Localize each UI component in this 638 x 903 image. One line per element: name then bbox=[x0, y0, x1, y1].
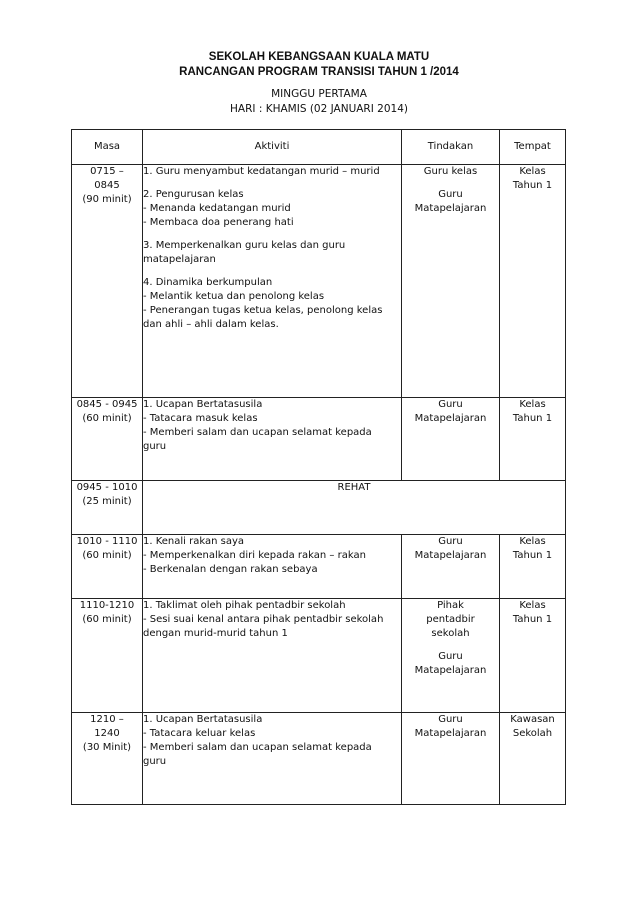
rehat-cell: REHAT bbox=[143, 481, 566, 535]
masa-text: (60 minit) bbox=[82, 413, 132, 424]
activity-block bbox=[143, 165, 401, 179]
masa-text: (25 minit) bbox=[82, 496, 132, 507]
tindakan-line: Matapelajaran bbox=[414, 413, 487, 424]
tempat-line: Tahun 1 bbox=[512, 413, 553, 424]
activity-line: 4. Dinamika berkumpulan bbox=[143, 277, 273, 288]
masa-text: 0715 – bbox=[90, 166, 124, 177]
tempat-line: Sekolah bbox=[512, 728, 553, 739]
activity-line: - Melantik ketua dan penolong kelas bbox=[143, 291, 325, 302]
tindakan-block bbox=[402, 713, 499, 741]
masa-text: (60 minit) bbox=[82, 614, 132, 625]
header-tindakan: Tindakan bbox=[402, 130, 500, 165]
activity-line: 3. Memperkenalkan guru kelas dan guru bbox=[143, 240, 346, 251]
masa-text: 1210 – bbox=[90, 714, 124, 725]
header-masa: Masa bbox=[72, 130, 143, 165]
activity-block bbox=[143, 599, 401, 641]
masa-cell bbox=[72, 599, 143, 713]
masa-text: (30 Minit) bbox=[82, 742, 132, 753]
masa-cell bbox=[72, 713, 143, 805]
masa-cell bbox=[72, 535, 143, 599]
aktiviti-cell bbox=[143, 165, 402, 398]
tempat-cell bbox=[500, 599, 566, 713]
tempat-cell bbox=[500, 713, 566, 805]
masa-text: 1110-1210 bbox=[79, 600, 135, 611]
activity-line: 1. Ucapan Bertatasusila bbox=[143, 714, 263, 725]
tempat-line: Kelas bbox=[519, 166, 546, 177]
header-aktiviti: Aktiviti bbox=[143, 130, 402, 165]
header-tempat: Tempat bbox=[500, 130, 566, 165]
table-row bbox=[72, 599, 566, 713]
tindakan-line: Guru bbox=[438, 651, 463, 662]
table-row bbox=[72, 535, 566, 599]
table-row bbox=[72, 398, 566, 481]
tempat-line: Kelas bbox=[519, 600, 546, 611]
tempat-line: Tahun 1 bbox=[512, 550, 553, 561]
tindakan-cell bbox=[402, 398, 500, 481]
tindakan-line: Matapelajaran bbox=[414, 203, 487, 214]
masa-cell bbox=[72, 398, 143, 481]
masa-text: (90 minit) bbox=[82, 194, 132, 205]
tindakan-line: Matapelajaran bbox=[414, 665, 487, 676]
activity-line: dan ahli – ahli dalam kelas. bbox=[143, 319, 279, 330]
tindakan-line: pentadbir bbox=[426, 614, 475, 625]
school-name: SEKOLAH KEBANGSAAN KUALA MATU bbox=[208, 51, 430, 63]
activity-line: 1. Guru menyambut kedatangan murid – murid bbox=[143, 166, 380, 177]
tindakan-block bbox=[402, 165, 499, 179]
week-label: MINGGU PERTAMA bbox=[271, 88, 367, 100]
tempat-line: Tahun 1 bbox=[512, 614, 553, 625]
masa-cell bbox=[72, 165, 143, 398]
masa-text: 1010 - 1110 bbox=[76, 536, 138, 547]
tindakan-cell bbox=[402, 713, 500, 805]
aktiviti-cell bbox=[143, 599, 402, 713]
tempat-cell bbox=[500, 535, 566, 599]
tindakan-cell bbox=[402, 535, 500, 599]
activity-line: - Memberi salam dan ucapan selamat kepada bbox=[143, 427, 372, 438]
activity-line: - Sesi suai kenal antara pihak pentadbir sekolah bbox=[143, 614, 384, 625]
tindakan-block bbox=[402, 398, 499, 426]
activity-line: dengan murid-murid tahun 1 bbox=[143, 628, 288, 639]
tindakan-line: Pihak bbox=[437, 600, 464, 611]
activity-line: matapelajaran bbox=[143, 254, 216, 265]
aktiviti-cell bbox=[143, 398, 402, 481]
day-label: HARI : KHAMIS (02 JANUARI 2014) bbox=[230, 103, 408, 115]
activity-block bbox=[143, 398, 401, 454]
program-title: RANCANGAN PROGRAM TRANSISI TAHUN 1 /2014 bbox=[179, 66, 459, 78]
activity-line: - Memperkenalkan diri kepada rakan – rakan bbox=[143, 550, 366, 561]
masa-text: 0945 - 1010 bbox=[76, 482, 138, 493]
activity-line: - Menanda kedatangan murid bbox=[143, 203, 291, 214]
tindakan-line: Guru kelas bbox=[423, 166, 478, 177]
aktiviti-cell bbox=[143, 713, 402, 805]
table-row bbox=[72, 713, 566, 805]
activity-line: 2. Pengurusan kelas bbox=[143, 189, 244, 200]
tindakan-line: Matapelajaran bbox=[414, 550, 487, 561]
masa-text: (60 minit) bbox=[82, 550, 132, 561]
masa-text: 1240 bbox=[94, 728, 120, 739]
tempat-line: Kelas bbox=[519, 399, 546, 410]
activity-block bbox=[143, 713, 401, 769]
activity-line: guru bbox=[143, 441, 167, 452]
table-row bbox=[72, 481, 566, 535]
activity-block bbox=[143, 276, 401, 332]
schedule-table bbox=[71, 129, 566, 805]
masa-text: 0845 - 0945 bbox=[76, 399, 138, 410]
activity-line: - Membaca doa penerang hati bbox=[143, 217, 294, 228]
tindakan-cell bbox=[402, 165, 500, 398]
activity-line: - Memberi salam dan ucapan selamat kepada bbox=[143, 742, 372, 753]
table-row bbox=[72, 165, 566, 398]
tindakan-block bbox=[402, 650, 499, 678]
tempat-cell bbox=[500, 398, 566, 481]
aktiviti-cell bbox=[143, 535, 402, 599]
activity-line: - Berkenalan dengan rakan sebaya bbox=[143, 564, 318, 575]
tindakan-line: Matapelajaran bbox=[414, 728, 487, 739]
activity-line: 1. Kenali rakan saya bbox=[143, 536, 245, 547]
tindakan-block bbox=[402, 599, 499, 641]
activity-block bbox=[143, 239, 401, 267]
tempat-line: Kawasan bbox=[510, 714, 555, 725]
activity-block bbox=[143, 188, 401, 230]
tindakan-line: Guru bbox=[438, 189, 463, 200]
activity-line: - Penerangan tugas ketua kelas, penolong kelas bbox=[143, 305, 383, 316]
masa-cell bbox=[72, 481, 143, 535]
tempat-line: Tahun 1 bbox=[512, 180, 553, 191]
table-header-row bbox=[72, 130, 566, 165]
tindakan-block bbox=[402, 535, 499, 563]
tindakan-cell bbox=[402, 599, 500, 713]
tindakan-line: Guru bbox=[438, 714, 463, 725]
activity-line: guru bbox=[143, 756, 167, 767]
tempat-cell bbox=[500, 165, 566, 398]
activity-line: 1. Taklimat oleh pihak pentadbir sekolah bbox=[143, 600, 346, 611]
tindakan-block bbox=[402, 188, 499, 216]
masa-text: 0845 bbox=[94, 180, 120, 191]
tempat-line: Kelas bbox=[519, 536, 546, 547]
tindakan-line: Guru bbox=[438, 399, 463, 410]
activity-line: - Tatacara keluar kelas bbox=[143, 728, 256, 739]
activity-line: - Tatacara masuk kelas bbox=[143, 413, 258, 424]
tindakan-line: sekolah bbox=[431, 628, 470, 639]
activity-block bbox=[143, 535, 401, 577]
activity-line: 1. Ucapan Bertatasusila bbox=[143, 399, 263, 410]
tindakan-line: Guru bbox=[438, 536, 463, 547]
